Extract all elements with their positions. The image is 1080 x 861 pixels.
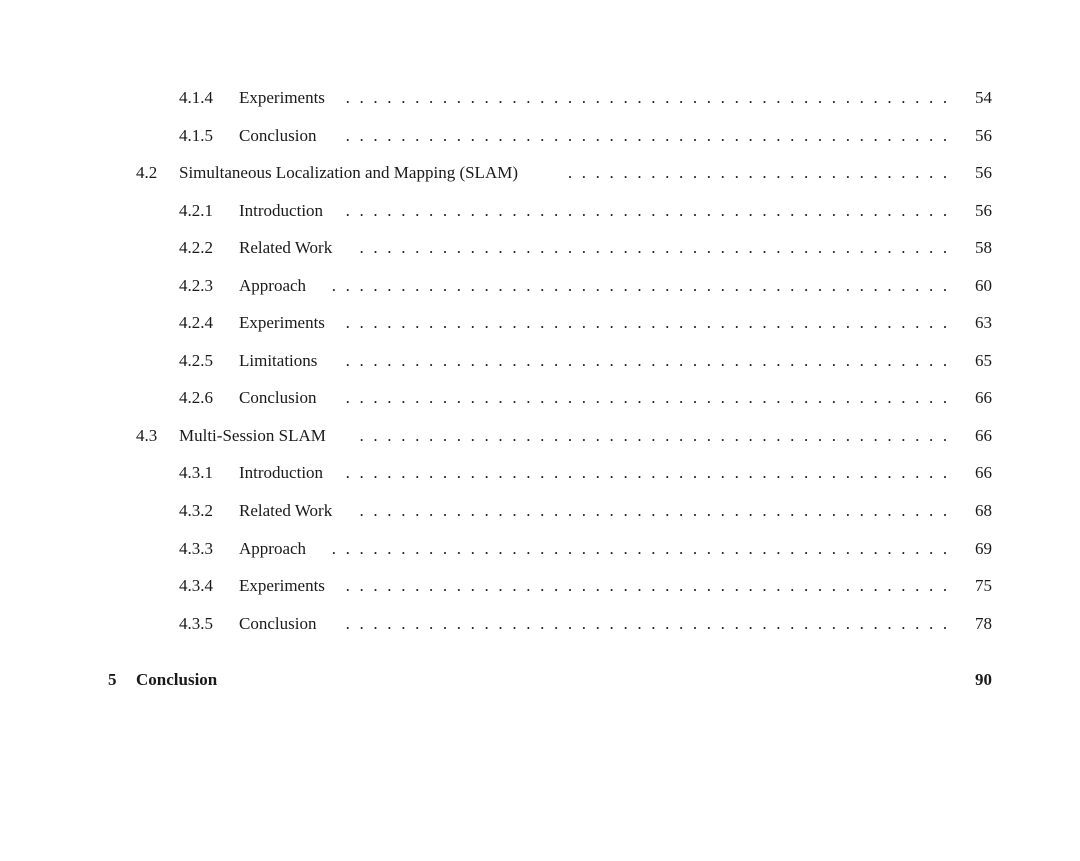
section-title: Simultaneous Localization and Mapping (SLAM) [179, 161, 522, 185]
dot-leader: . . . . . . . . . . . . . . . . . . . . . . . . . . . . . . . . . . . . . . . . . . . . [345, 88, 948, 107]
toc-entry[interactable] [0, 424, 1080, 448]
dot-leader: . . . . . . . . . . . . . . . . . . . . . . . . . . . . . . . . . . . . . . . . . . . . [345, 201, 948, 220]
dot-leader: . . . . . . . . . . . . . . . . . . . . . . . . . . . . . . . . . . . . . . . . . . . . [345, 126, 948, 145]
toc-entry[interactable] [0, 349, 1080, 373]
toc-entry[interactable] [0, 311, 1080, 335]
page-number: 66 [975, 388, 992, 407]
page-number: 54 [975, 88, 992, 107]
page-number: 66 [975, 463, 992, 482]
page-number: 60 [975, 276, 992, 295]
section-number: 4.3.5 [179, 614, 213, 633]
section-title: Introduction [239, 199, 327, 223]
section-number: 4.2.3 [179, 276, 213, 295]
page-number: 75 [975, 576, 992, 595]
toc-entry[interactable] [0, 612, 1080, 636]
section-title: Multi-Session SLAM [179, 424, 330, 448]
toc-entry[interactable] [0, 274, 1080, 298]
section-number: 4.1.4 [179, 88, 213, 107]
section-number: 4.2.4 [179, 313, 213, 332]
page-number: 63 [975, 313, 992, 332]
page-number: 56 [975, 163, 992, 182]
section-title: Approach [239, 537, 310, 561]
section-title: Limitations [239, 349, 321, 373]
section-title: Experiments [239, 574, 329, 598]
section-title: Conclusion [239, 612, 320, 636]
dot-leader: . . . . . . . . . . . . . . . . . . . . . . . . . . . . [567, 163, 948, 182]
section-number: 4.2 [136, 163, 158, 182]
section-title: Related Work [239, 236, 336, 260]
toc-entry[interactable] [0, 86, 1080, 110]
page-number: 56 [975, 126, 992, 145]
page-number: 90 [975, 670, 992, 689]
dot-leader: . . . . . . . . . . . . . . . . . . . . . . . . . . . . . . . . . . . . . . . . . . . . [345, 388, 948, 407]
toc-entry[interactable] [0, 199, 1080, 223]
dot-leader: . . . . . . . . . . . . . . . . . . . . . . . . . . . . . . . . . . . . . . . . . . . [359, 426, 948, 445]
toc-entry[interactable] [0, 161, 1080, 185]
page-number: 78 [975, 614, 992, 633]
section-title: Related Work [239, 499, 336, 523]
dot-leader: . . . . . . . . . . . . . . . . . . . . . . . . . . . . . . . . . . . . . . . . . . . . . [331, 539, 948, 558]
toc-entry[interactable] [0, 574, 1080, 598]
section-number: 4.2.2 [179, 238, 213, 257]
dot-leader: . . . . . . . . . . . . . . . . . . . . . . . . . . . . . . . . . . . . . . . . . . . . [345, 614, 948, 633]
toc-entry[interactable] [0, 236, 1080, 260]
toc-entry[interactable] [0, 386, 1080, 410]
page-number: 69 [975, 539, 992, 558]
section-title: Introduction [239, 461, 327, 485]
dot-leader: . . . . . . . . . . . . . . . . . . . . . . . . . . . . . . . . . . . . . . . . . . . [359, 501, 948, 520]
dot-leader: . . . . . . . . . . . . . . . . . . . . . . . . . . . . . . . . . . . . . . . . . . . . [345, 463, 948, 482]
section-title: Conclusion [239, 386, 320, 410]
page-number: 56 [975, 201, 992, 220]
dot-leader: . . . . . . . . . . . . . . . . . . . . . . . . . . . . . . . . . . . . . . . . . . . . [345, 351, 948, 370]
section-number: 4.1.5 [179, 126, 213, 145]
section-number: 4.3 [136, 426, 158, 445]
section-number: 4.3.4 [179, 576, 213, 595]
section-number: 4.2.1 [179, 201, 213, 220]
toc-chapter-entry[interactable] [0, 668, 1080, 692]
section-title: Experiments [239, 86, 329, 110]
page-number: 58 [975, 238, 992, 257]
section-title: Conclusion [239, 124, 320, 148]
page-number: 68 [975, 501, 992, 520]
dot-leader: . . . . . . . . . . . . . . . . . . . . . . . . . . . . . . . . . . . . . . . . . . . . [345, 313, 948, 332]
toc-entry[interactable] [0, 461, 1080, 485]
section-number: 4.3.2 [179, 501, 213, 520]
chapter-title: Conclusion [136, 668, 221, 692]
section-number: 4.3.3 [179, 539, 213, 558]
section-number: 4.2.5 [179, 351, 213, 370]
toc-entry[interactable] [0, 499, 1080, 523]
page-number: 66 [975, 426, 992, 445]
dot-leader: . . . . . . . . . . . . . . . . . . . . . . . . . . . . . . . . . . . . . . . . . . . [359, 238, 948, 257]
page-number: 65 [975, 351, 992, 370]
toc-entry[interactable] [0, 124, 1080, 148]
section-title: Approach [239, 274, 310, 298]
dot-leader: . . . . . . . . . . . . . . . . . . . . . . . . . . . . . . . . . . . . . . . . . . . . . [331, 276, 948, 295]
dot-leader: . . . . . . . . . . . . . . . . . . . . . . . . . . . . . . . . . . . . . . . . . . . . [345, 576, 948, 595]
section-number: 4.3.1 [179, 463, 213, 482]
section-title: Experiments [239, 311, 329, 335]
section-number: 4.2.6 [179, 388, 213, 407]
chapter-number: 5 [108, 670, 117, 689]
toc-entry[interactable] [0, 537, 1080, 561]
